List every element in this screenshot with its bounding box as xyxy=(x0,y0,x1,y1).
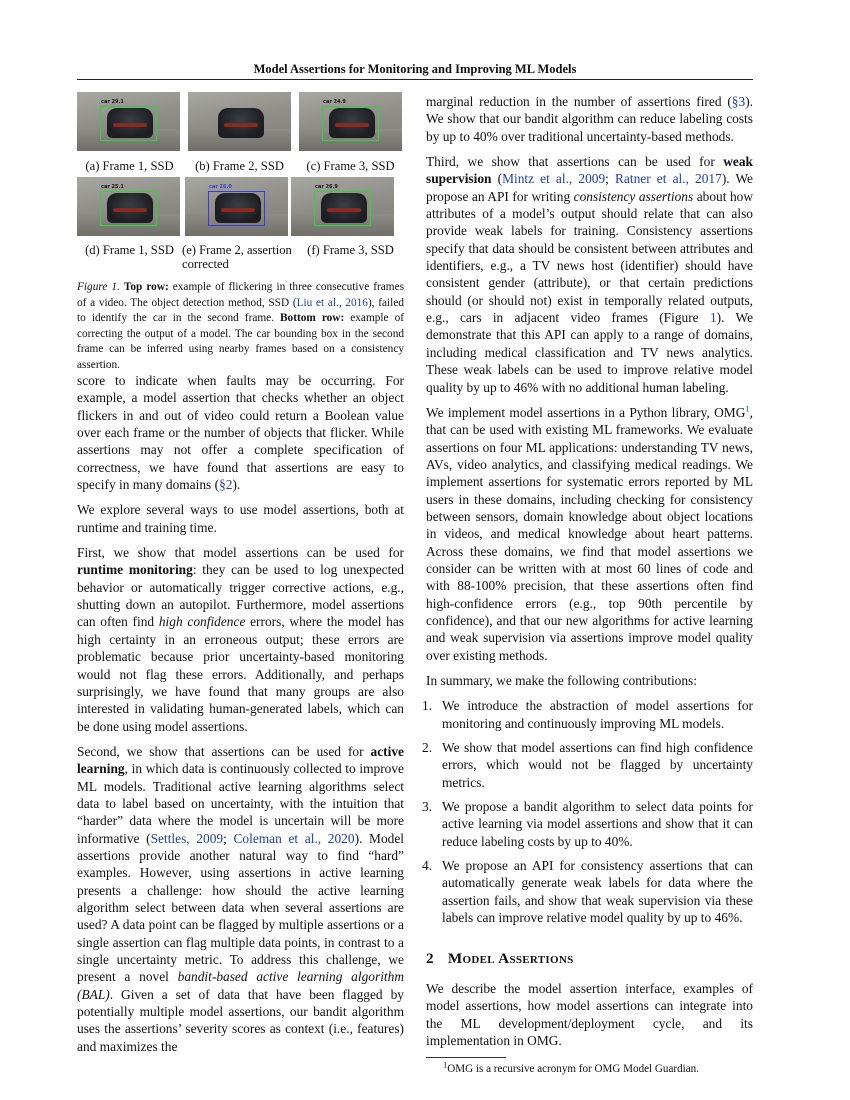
list-item xyxy=(422,739,753,791)
footnote-link[interactable]: 1 xyxy=(745,403,750,414)
text: ). We demonstrate that this API can apply to a range of domains, including medical classification and TV news analytics. These weak labels can be used to improve relative model quality by up to 46% with no additional human labeling. xyxy=(426,310,754,395)
left-paragraph-2: We explore several ways to use model assertions, both at runtime and training time. xyxy=(77,502,404,535)
section-link[interactable]: §2 xyxy=(219,477,233,493)
citation-link[interactable]: Settles, 2009 xyxy=(150,830,224,846)
caption-text: example of flickering in three consecutive frames of a video. The object detection method, SSD ( xyxy=(77,281,404,309)
caption-text: example of correcting the output of a model. The car bounding box in the second frame can be inferred using nearby frames based on a consistency assertion. xyxy=(77,312,404,371)
frame-b-image xyxy=(188,92,291,151)
citation-link[interactable]: Ratner et al., 2017 xyxy=(615,171,722,187)
bounding-box xyxy=(100,106,157,141)
bounding-box xyxy=(100,191,157,226)
bold-term: weak supervision xyxy=(426,154,753,187)
caption-a: (a) Frame 1, SSD xyxy=(85,159,174,173)
caption-e-line1: (e) Frame 2, assertion xyxy=(182,243,292,257)
list-number: 4. xyxy=(422,858,433,874)
footnote-rule xyxy=(426,1057,506,1058)
text: Second, we show that assertions can be used for xyxy=(77,743,371,759)
text: ). Model assertions provide another natural way to find “hard” examples. However, using assertions in active learning presents a challenge: how should the active learning algorithm select between data when several assertions are used? A data point can be flagged by multiple assertions or a single assertion can flag multiple data points, in contrast to a single uncertainty metric. To address this challenge, we present a novel xyxy=(77,830,404,985)
section-number: 2 xyxy=(426,950,434,968)
caption-b: (b) Frame 2, SSD xyxy=(195,159,284,173)
right-paragraph-1 xyxy=(426,93,753,145)
text: We implement model assertions in a Python library, OMG xyxy=(426,404,746,420)
citation-link[interactable]: Liu et al., 2016 xyxy=(296,296,368,309)
list-text: We propose an API for consistency assertions that can automatically generate weak labels for data where the assertion fails, and show that weak supervision via these labels can improve relative model quality by up to 46%. xyxy=(442,858,753,926)
section-title: Model Assertions xyxy=(447,950,574,968)
text: . Given a set of data that have been flagged by potentially multiple model assertions, our bandit algorithm uses the assertions’ severity scores as context (i.e., features) and maximizes the xyxy=(77,986,404,1054)
text: First, we show that model assertions can be used for xyxy=(77,545,404,561)
figure-link[interactable]: 1 xyxy=(709,310,717,326)
frame-e-image xyxy=(185,177,288,236)
text: ). xyxy=(232,477,241,493)
running-header: Model Assertions for Monitoring and Improving ML Models xyxy=(253,62,577,76)
right-paragraph-5: We describe the model assertion interface, examples of model assertions, how model assertions can integrate into the ML development/deployment cycle, and its implementation in OMG. xyxy=(426,980,753,1048)
section-link[interactable]: §3 xyxy=(731,94,746,109)
list-text: We introduce the abstraction of model assertions for monitoring and continuously improving ML models. xyxy=(442,698,753,731)
right-paragraph-3 xyxy=(426,404,753,664)
citation-link[interactable]: Mintz et al., 2009 xyxy=(502,171,606,187)
frame-f-image xyxy=(291,177,394,236)
figure-1 xyxy=(77,90,404,372)
bottom-row-label: Bottom row: xyxy=(280,312,345,325)
caption-c: (c) Frame 3, SSD xyxy=(306,159,395,173)
text: about how attributes of a model’s output should relate that can also provide weak labels for training. Consistency assertions specify that data should be consistent between attributes and identifiers, e.g., a TV news host (identifier) should have consistent gender (attribute), or that certain predictions should (or should not) exist in temporally related outputs, e.g., cars in adjacent video frames (Figure xyxy=(426,188,754,326)
bounding-box xyxy=(322,106,379,141)
citation-link[interactable]: Coleman et al., 2020 xyxy=(233,830,355,846)
text: ; xyxy=(223,830,234,846)
left-paragraph-4 xyxy=(77,743,404,1055)
left-paragraph-3 xyxy=(77,544,404,735)
caption-text: ), failed to identify the car in the second frame. xyxy=(77,296,404,325)
caption-d: (d) Frame 1, SSD xyxy=(85,243,174,257)
left-column xyxy=(77,90,404,1063)
header-rule xyxy=(77,79,753,80)
list-text: We show that model assertions can find high confidence errors, which would not be flagged by uncertainty metrics. xyxy=(442,740,753,790)
contributions-list xyxy=(422,697,753,926)
frame-c-image xyxy=(299,92,402,151)
section-heading xyxy=(426,950,753,967)
figure-caption xyxy=(77,280,404,374)
figure-label: Figure 1. xyxy=(77,281,120,293)
text: , that can be used with existing ML frameworks. We evaluate assertions on four ML applications: understanding TV news, AVs, video analytics, and classifying medical readings. We implement assertions for systematic errors reported by ML users in these domains, including checking for consistency between sensors, domain knowledge about object locations in videos, and medical knowledge about heart patterns. Across these domains, we find that model assertions we consider can be written with at most 60 lines of code and with 88-100% precision, that these assertions often find high-confidence errors (e.g., top 90th percentile by confidence), and that our new algorithms for active learning and weak supervision via assertions improve model quality over existing methods. xyxy=(426,404,753,663)
list-item xyxy=(422,798,753,850)
box-label: car 26.0 xyxy=(209,184,232,190)
text: ( xyxy=(491,171,503,187)
text: Third, we show that assertions can be used for xyxy=(426,154,724,170)
italic-term: consistency assertions xyxy=(573,188,694,204)
text: marginal reduction in the number of assertions fired ( xyxy=(426,94,732,109)
list-item xyxy=(422,697,753,732)
list-item xyxy=(422,857,753,926)
box-label: car 24.9 xyxy=(323,99,346,105)
caption-f: (f) Frame 3, SSD xyxy=(307,243,394,257)
corrected-bounding-box xyxy=(208,191,265,226)
list-text: We propose a bandit algorithm to select data points for active learning via model assertions and show that it can reduce labeling costs by up to 40%. xyxy=(442,799,753,849)
left-paragraph-1 xyxy=(77,372,404,493)
text: ; xyxy=(605,171,615,187)
footnote xyxy=(426,1059,753,1076)
right-paragraph-2 xyxy=(426,153,753,396)
text: ). We show that our bandit algorithm can reduce labeling costs by up to 40% over traditional uncertainty-based methods. xyxy=(426,94,753,144)
caption-e xyxy=(182,243,298,271)
right-column xyxy=(422,93,754,1076)
bounding-box xyxy=(314,191,371,226)
text: : they can be used to log unexpected behavior or automatically trigger corrective actions, e.g., shutting down an autopilot. Furthermore, model assertions can often find xyxy=(77,562,404,630)
bold-term: runtime monitoring xyxy=(77,562,193,578)
text: score to indicate when faults may be occurring. For example, a model assertion that checks whether an object flickers in and out of video could return a Boolean value over each frame or the number of objects that flicker. While assertions may not offer a complete specification of correctness, we have found that assertions are easy to specify in many domains ( xyxy=(77,373,404,493)
list-number: 1. xyxy=(422,698,433,714)
text: , in which data is continuously collected to improve ML models. Traditional active learning algorithms select data to label based on uncertainty, with the intuition that “harder” data where the model is uncertain will be more informative ( xyxy=(77,761,404,846)
text: ). We propose an API for writing xyxy=(426,171,753,204)
box-label: car 25.1 xyxy=(101,184,124,190)
right-paragraph-4: In summary, we make the following contributions: xyxy=(426,673,697,688)
top-row-label: Top row: xyxy=(123,281,169,293)
italic-term: bandit-based active learning algorithm (BAL) xyxy=(77,969,404,1002)
frame-a-image xyxy=(77,92,180,151)
text: errors, where the model has high certainty in an erroneous output; these errors are problematic because prior uncertainty-based monitoring would not flag these errors. Additionally, and perhaps surprisingly, we have found that many groups are also interested in validating human-generated labels, which can be done using model assertions. xyxy=(77,614,404,734)
list-number: 3. xyxy=(422,799,433,815)
list-number: 2. xyxy=(422,740,433,756)
frame-d-image xyxy=(77,177,180,236)
italic-term: high confidence xyxy=(158,614,246,630)
bold-term: active learning xyxy=(77,743,404,777)
footnote-mark: 1 xyxy=(443,1059,448,1070)
box-label: car 29.1 xyxy=(101,99,124,105)
box-label: car 26.9 xyxy=(315,184,338,190)
footnote-text: OMG is a recursive acronym for OMG Model Guardian. xyxy=(447,1063,699,1076)
caption-e-line2: corrected xyxy=(182,257,229,271)
